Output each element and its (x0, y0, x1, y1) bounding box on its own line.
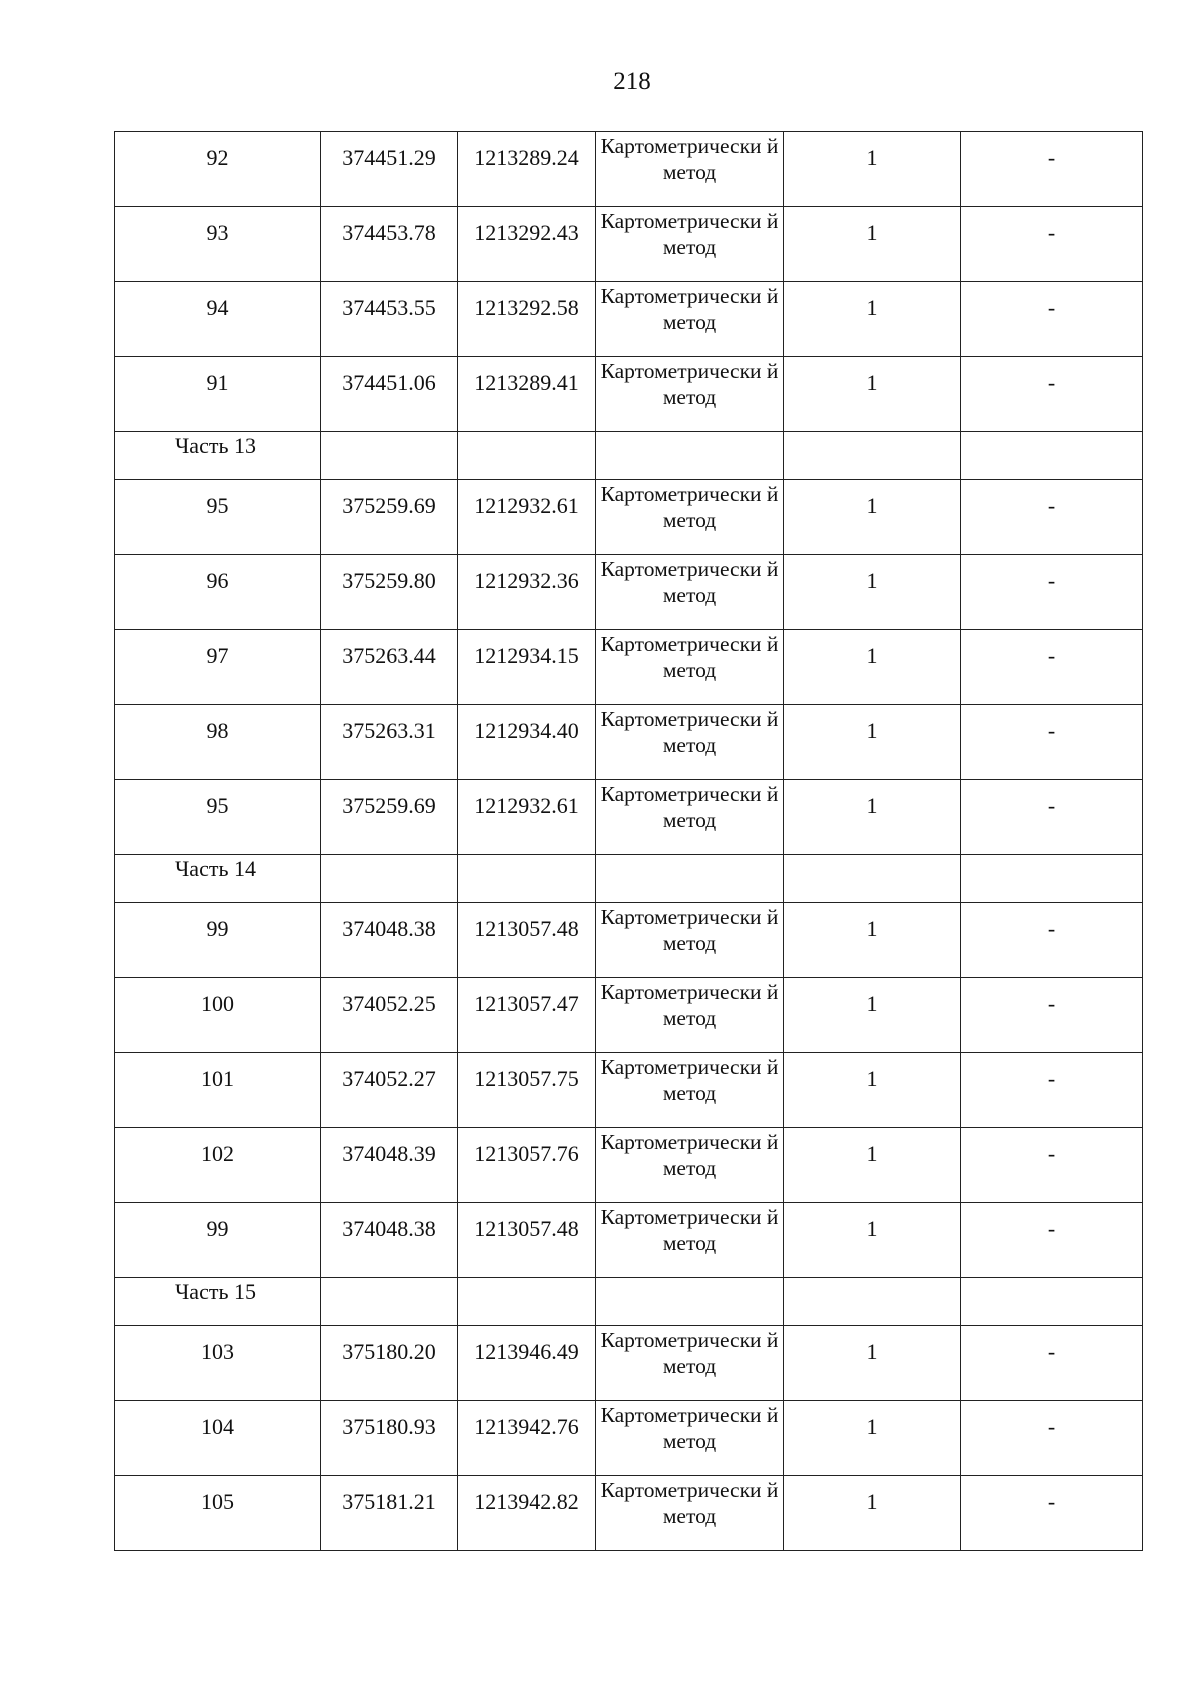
x-coordinate-cell: 374451.06 (321, 357, 458, 432)
method-cell: Картометрически й метод (596, 1203, 784, 1278)
point-number-cell: 94 (115, 282, 321, 357)
table-row (115, 1476, 1143, 1551)
part-label: Часть 13 (115, 432, 321, 480)
note-cell: - (961, 903, 1143, 978)
y-coordinate-cell: 1213946.49 (458, 1326, 596, 1401)
empty-cell (596, 432, 784, 480)
x-coordinate-cell: 375263.31 (321, 705, 458, 780)
note-cell: - (961, 555, 1143, 630)
accuracy-cell: 1 (784, 705, 961, 780)
note-cell: - (961, 207, 1143, 282)
y-coordinate-cell: 1213289.24 (458, 132, 596, 207)
empty-cell (784, 1278, 961, 1326)
y-coordinate-cell: 1213292.43 (458, 207, 596, 282)
note-cell: - (961, 1401, 1143, 1476)
table-row (115, 630, 1143, 705)
point-number-cell: 102 (115, 1128, 321, 1203)
coordinates-table-body (115, 132, 1143, 1551)
note-cell: - (961, 357, 1143, 432)
table-row (115, 555, 1143, 630)
x-coordinate-cell: 374048.38 (321, 1203, 458, 1278)
x-coordinate-cell: 375259.69 (321, 780, 458, 855)
point-number-cell: 105 (115, 1476, 321, 1551)
y-coordinate-cell: 1212932.36 (458, 555, 596, 630)
accuracy-cell: 1 (784, 1053, 961, 1128)
accuracy-cell: 1 (784, 282, 961, 357)
method-cell: Картометрически й метод (596, 480, 784, 555)
empty-cell (321, 1278, 458, 1326)
point-number-cell: 101 (115, 1053, 321, 1128)
accuracy-cell: 1 (784, 207, 961, 282)
note-cell: - (961, 1326, 1143, 1401)
accuracy-cell: 1 (784, 357, 961, 432)
y-coordinate-cell: 1213289.41 (458, 357, 596, 432)
accuracy-cell: 1 (784, 1326, 961, 1401)
point-number-cell: 99 (115, 903, 321, 978)
method-cell: Картометрически й метод (596, 1128, 784, 1203)
y-coordinate-cell: 1213057.76 (458, 1128, 596, 1203)
y-coordinate-cell: 1213942.76 (458, 1401, 596, 1476)
method-cell: Картометрически й метод (596, 978, 784, 1053)
x-coordinate-cell: 374453.55 (321, 282, 458, 357)
x-coordinate-cell: 374052.25 (321, 978, 458, 1053)
method-cell: Картометрически й метод (596, 555, 784, 630)
accuracy-cell: 1 (784, 555, 961, 630)
y-coordinate-cell: 1213057.75 (458, 1053, 596, 1128)
method-cell: Картометрически й метод (596, 1053, 784, 1128)
table-row (115, 978, 1143, 1053)
method-cell: Картометрически й метод (596, 1401, 784, 1476)
empty-cell (784, 432, 961, 480)
empty-cell (961, 432, 1143, 480)
table-row (115, 1326, 1143, 1401)
empty-cell (961, 1278, 1143, 1326)
point-number-cell: 100 (115, 978, 321, 1053)
point-number-cell: 95 (115, 480, 321, 555)
empty-cell (321, 855, 458, 903)
table-row (115, 282, 1143, 357)
note-cell: - (961, 282, 1143, 357)
accuracy-cell: 1 (784, 1203, 961, 1278)
x-coordinate-cell: 375181.21 (321, 1476, 458, 1551)
note-cell: - (961, 480, 1143, 555)
x-coordinate-cell: 374451.29 (321, 132, 458, 207)
point-number-cell: 99 (115, 1203, 321, 1278)
empty-cell (321, 432, 458, 480)
x-coordinate-cell: 374048.38 (321, 903, 458, 978)
point-number-cell: 103 (115, 1326, 321, 1401)
accuracy-cell: 1 (784, 903, 961, 978)
part-label: Часть 15 (115, 1278, 321, 1326)
y-coordinate-cell: 1212932.61 (458, 780, 596, 855)
x-coordinate-cell: 374052.27 (321, 1053, 458, 1128)
table-row (115, 1401, 1143, 1476)
point-number-cell: 95 (115, 780, 321, 855)
method-cell: Картометрически й метод (596, 132, 784, 207)
x-coordinate-cell: 375180.93 (321, 1401, 458, 1476)
accuracy-cell: 1 (784, 630, 961, 705)
point-number-cell: 97 (115, 630, 321, 705)
accuracy-cell: 1 (784, 1476, 961, 1551)
method-cell: Картометрически й метод (596, 780, 784, 855)
y-coordinate-cell: 1212934.40 (458, 705, 596, 780)
coordinates-table (114, 131, 1143, 1551)
method-cell: Картометрически й метод (596, 903, 784, 978)
y-coordinate-cell: 1212934.15 (458, 630, 596, 705)
empty-cell (458, 432, 596, 480)
y-coordinate-cell: 1213292.58 (458, 282, 596, 357)
note-cell: - (961, 132, 1143, 207)
method-cell: Картометрически й метод (596, 1326, 784, 1401)
table-row (115, 132, 1143, 207)
empty-cell (458, 1278, 596, 1326)
accuracy-cell: 1 (784, 780, 961, 855)
x-coordinate-cell: 374048.39 (321, 1128, 458, 1203)
y-coordinate-cell: 1213942.82 (458, 1476, 596, 1551)
x-coordinate-cell: 375180.20 (321, 1326, 458, 1401)
table-row (115, 705, 1143, 780)
table-row (115, 480, 1143, 555)
part-header-row (115, 855, 1143, 903)
x-coordinate-cell: 375259.69 (321, 480, 458, 555)
accuracy-cell: 1 (784, 1128, 961, 1203)
empty-cell (784, 855, 961, 903)
accuracy-cell: 1 (784, 1401, 961, 1476)
table-row (115, 1053, 1143, 1128)
empty-cell (458, 855, 596, 903)
table-row (115, 1128, 1143, 1203)
note-cell: - (961, 1203, 1143, 1278)
y-coordinate-cell: 1213057.48 (458, 1203, 596, 1278)
note-cell: - (961, 1128, 1143, 1203)
note-cell: - (961, 1476, 1143, 1551)
x-coordinate-cell: 375263.44 (321, 630, 458, 705)
method-cell: Картометрически й метод (596, 705, 784, 780)
table-row (115, 903, 1143, 978)
table-row (115, 780, 1143, 855)
part-header-row (115, 432, 1143, 480)
point-number-cell: 96 (115, 555, 321, 630)
x-coordinate-cell: 374453.78 (321, 207, 458, 282)
note-cell: - (961, 780, 1143, 855)
point-number-cell: 92 (115, 132, 321, 207)
table-row (115, 357, 1143, 432)
note-cell: - (961, 978, 1143, 1053)
method-cell: Картометрически й метод (596, 207, 784, 282)
method-cell: Картометрически й метод (596, 357, 784, 432)
note-cell: - (961, 705, 1143, 780)
method-cell: Картометрически й метод (596, 1476, 784, 1551)
method-cell: Картометрически й метод (596, 630, 784, 705)
y-coordinate-cell: 1213057.48 (458, 903, 596, 978)
note-cell: - (961, 630, 1143, 705)
y-coordinate-cell: 1213057.47 (458, 978, 596, 1053)
page-number: 218 (613, 68, 651, 95)
accuracy-cell: 1 (784, 978, 961, 1053)
table-row (115, 1203, 1143, 1278)
method-cell: Картометрически й метод (596, 282, 784, 357)
accuracy-cell: 1 (784, 132, 961, 207)
point-number-cell: 91 (115, 357, 321, 432)
empty-cell (596, 1278, 784, 1326)
part-header-row (115, 1278, 1143, 1326)
table-row (115, 207, 1143, 282)
accuracy-cell: 1 (784, 480, 961, 555)
empty-cell (961, 855, 1143, 903)
y-coordinate-cell: 1212932.61 (458, 480, 596, 555)
point-number-cell: 98 (115, 705, 321, 780)
point-number-cell: 93 (115, 207, 321, 282)
x-coordinate-cell: 375259.80 (321, 555, 458, 630)
note-cell: - (961, 1053, 1143, 1128)
empty-cell (596, 855, 784, 903)
part-label: Часть 14 (115, 855, 321, 903)
point-number-cell: 104 (115, 1401, 321, 1476)
